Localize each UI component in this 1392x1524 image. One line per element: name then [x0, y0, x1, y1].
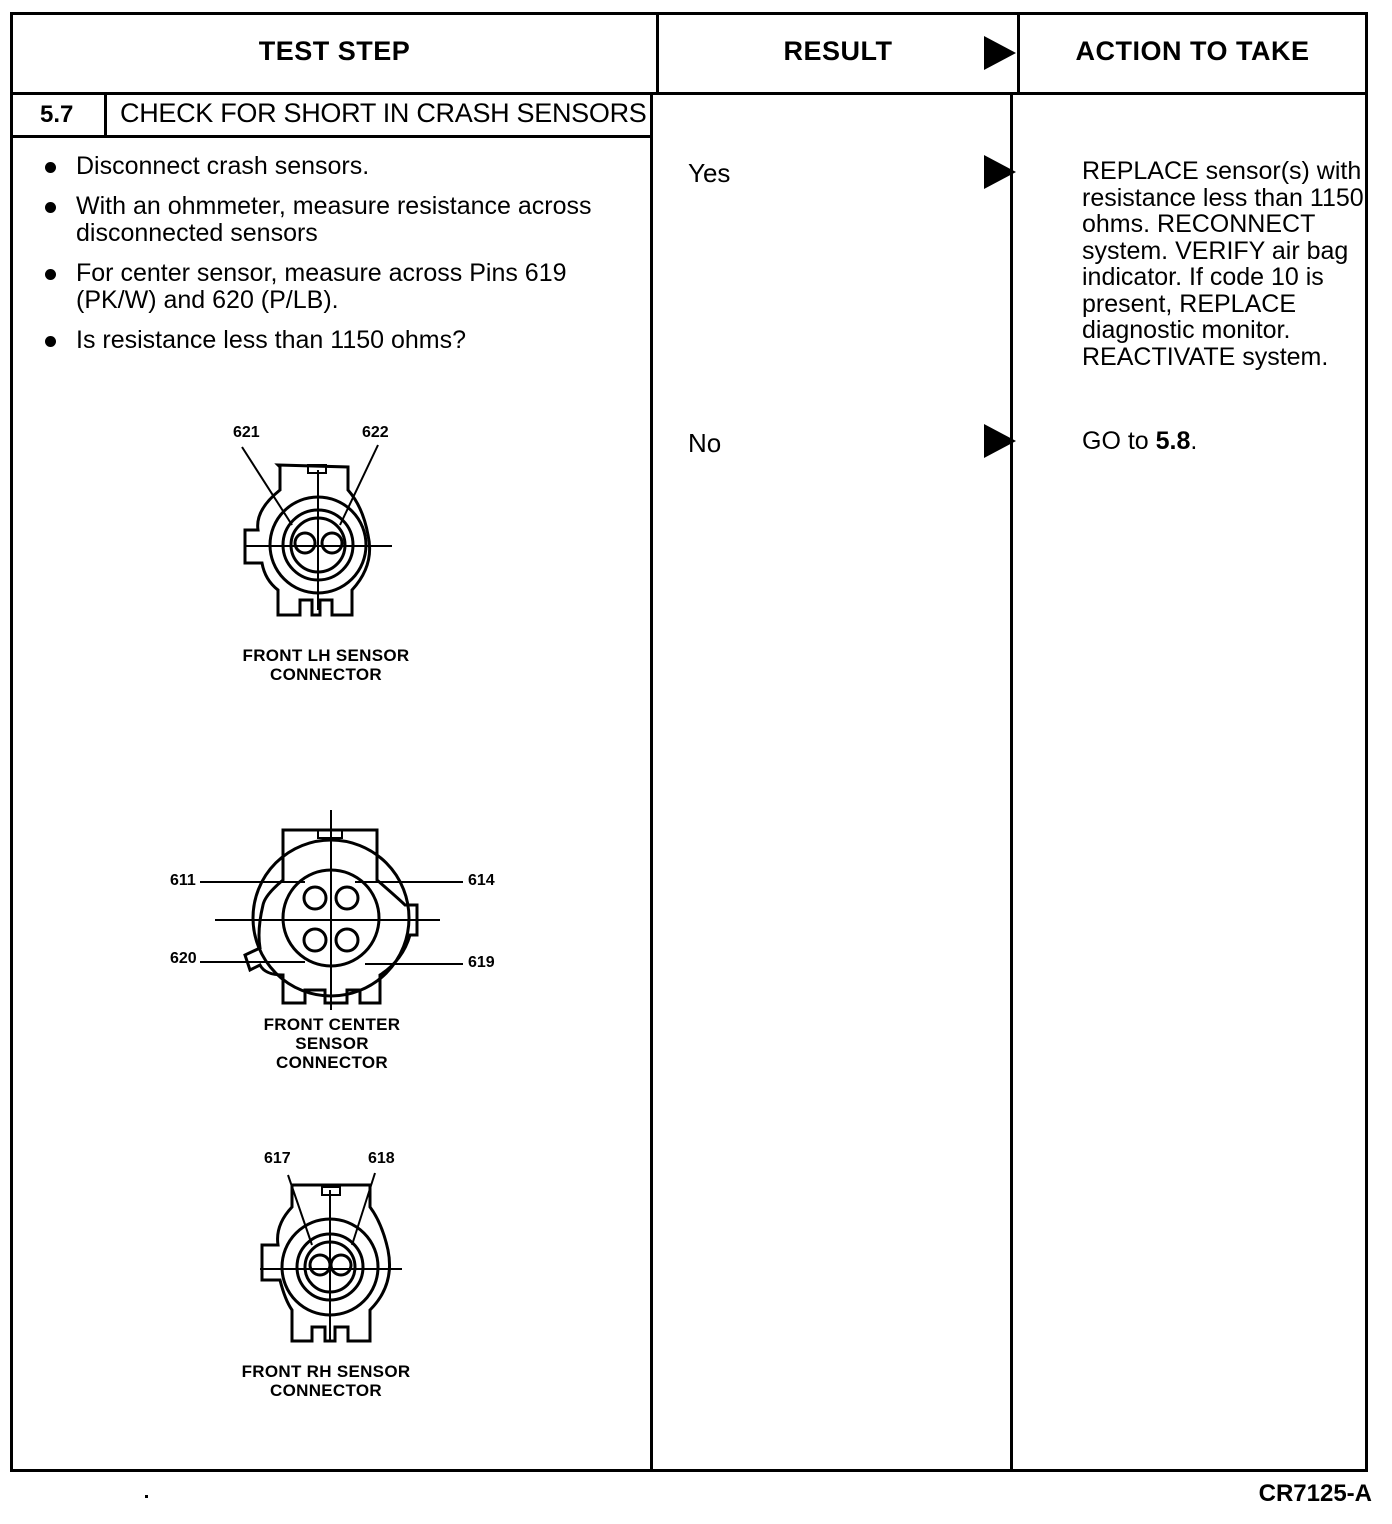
step-reference: 5.8 — [1155, 427, 1191, 455]
pin-label: 617 — [264, 1150, 291, 1167]
speck — [145, 1495, 148, 1498]
header-rule — [10, 92, 1368, 95]
pin-label: 611 — [170, 872, 196, 889]
pin-label: 621 — [233, 424, 260, 441]
figure-id: CR7125-A — [1258, 1480, 1372, 1507]
instruction-item: With an ohmmeter, measure resistance across disconnected sensors — [40, 193, 596, 247]
instruction-item: For center sensor, measure across Pins 619 (PK/W) and 620 (P/LB). — [40, 260, 631, 314]
bullet-icon — [45, 269, 56, 280]
pin-label: 614 — [468, 872, 495, 889]
step-number: 5.7 — [40, 101, 74, 128]
column-divider — [650, 94, 653, 1472]
front-rh-connector-diagram — [230, 1145, 430, 1355]
result-arrow-icon — [984, 155, 1016, 189]
result-no: No — [688, 428, 722, 458]
result-yes: Yes — [688, 158, 731, 188]
pin-label: 622 — [362, 424, 389, 441]
bullet-icon — [45, 202, 56, 213]
result-arrow-icon — [984, 424, 1016, 458]
bullet-icon — [45, 336, 56, 347]
pin-label: 620 — [170, 950, 197, 967]
column-divider — [1010, 94, 1013, 1472]
front-center-connector-label: FRONT CENTER SENSOR CONNECTOR — [263, 1015, 401, 1072]
instruction-list — [40, 153, 640, 367]
front-center-connector-diagram — [165, 810, 495, 1010]
result-arrow-icon — [984, 36, 1016, 70]
pin-label: 619 — [468, 954, 495, 971]
header-test-step: TEST STEP — [258, 36, 411, 66]
front-lh-connector-label: FRONT LH SENSOR CONNECTOR — [242, 646, 410, 684]
step-number-divider — [104, 94, 107, 137]
header-result: RESULT — [783, 36, 893, 66]
instruction-item: Disconnect crash sensors. — [40, 153, 640, 180]
action-no: GO to 5.8. — [1082, 427, 1198, 455]
step-title: CHECK FOR SHORT IN CRASH SENSORS — [120, 98, 647, 128]
front-lh-connector-diagram — [200, 415, 460, 635]
instruction-item: Is resistance less than 1150 ohms? — [40, 327, 640, 354]
bullet-icon — [45, 162, 56, 173]
header-action: ACTION TO TAKE — [1075, 36, 1310, 66]
pin-label: 618 — [368, 1150, 395, 1167]
action-yes: REPLACE sensor(s) with resistance less than 1150 ohms. RECONNECT system. VERIFY air bag indicator. If code 10 is present, REPLACE diagnostic monitor. REACTIVATE system. — [1082, 157, 1364, 371]
front-rh-connector-label: FRONT RH SENSOR CONNECTOR — [241, 1362, 411, 1400]
